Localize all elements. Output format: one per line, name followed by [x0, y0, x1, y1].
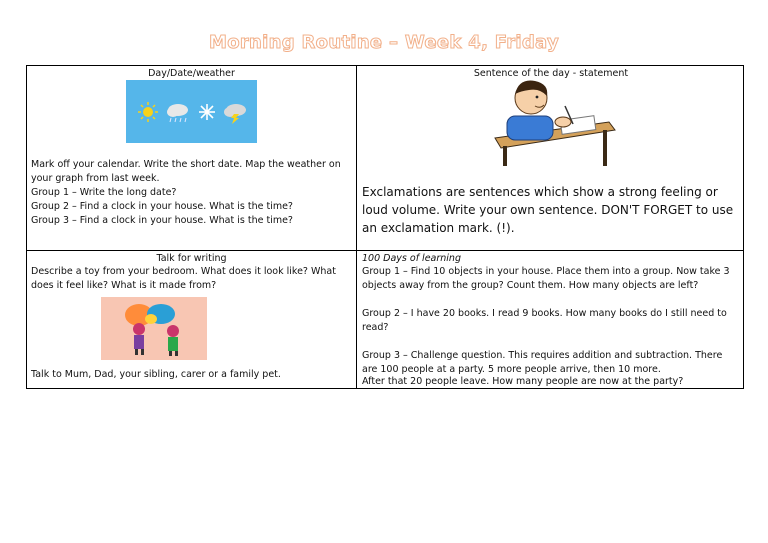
cell-heading: 100 Days of learning — [362, 253, 461, 264]
storm-cloud-icon — [224, 104, 246, 124]
instruction-line: Mark off your calendar. Write the short date. Map the weather on your graph from last week. — [31, 159, 341, 184]
boy-writing-illustration — [485, 76, 617, 173]
sentence-of-day-text: Exclamations are sentences which show a strong feeling or loud volume. Write your own sentence. DON'T FORGET to use an exclamation mark. (!). — [362, 185, 734, 235]
group-3-question: Group 3 – Challenge question. This requires addition and subtraction. There are 100 people at a party. 5 more people arrive, then 10 more. — [362, 350, 723, 375]
children-talking-illustration — [101, 297, 207, 360]
page-title: Morning Routine – Week 4, Friday — [209, 32, 559, 53]
talk-intro: Describe a toy from your bedroom. What does it look like? What does it feel like? What is it made from? — [31, 266, 336, 291]
group-1-line: Group 1 – Write the long date? — [31, 187, 177, 198]
rain-cloud-icon — [167, 104, 188, 122]
cell-heading: Talk for writing — [156, 253, 227, 264]
group-3-line: Group 3 – Find a clock in your house. What is the time? — [31, 215, 293, 226]
cell-100-days — [357, 251, 745, 389]
cell-heading: Sentence of the day - statement — [473, 68, 629, 79]
group-2-question: Group 2 – I have 20 books. I read 9 books. How many books do I still need to read? — [362, 308, 727, 333]
group-1-question: Group 1 – Find 10 objects in your house. Place them into a group. Now take 3 objects away from the group? Count them. How many objects are left? — [362, 266, 730, 291]
cell-heading: Day/Date/weather — [148, 68, 235, 79]
day-date-instructions — [31, 158, 353, 228]
group-3-follow-up: After that 20 people leave. How many people are now at the party? — [362, 376, 684, 387]
cell-day-date-weather — [27, 66, 356, 250]
sun-icon — [138, 102, 158, 122]
group-2-line: Group 2 – Find a clock in your house. What is the time? — [31, 201, 293, 212]
routine-table — [26, 65, 744, 389]
talk-footer: Talk to Mum, Dad, your sibling, carer or a family pet. — [31, 369, 281, 380]
weather-symbols-image — [126, 80, 257, 143]
cell-talk-for-writing — [27, 251, 356, 389]
snowflake-icon — [199, 104, 215, 120]
cell-sentence-of-day — [357, 66, 745, 250]
